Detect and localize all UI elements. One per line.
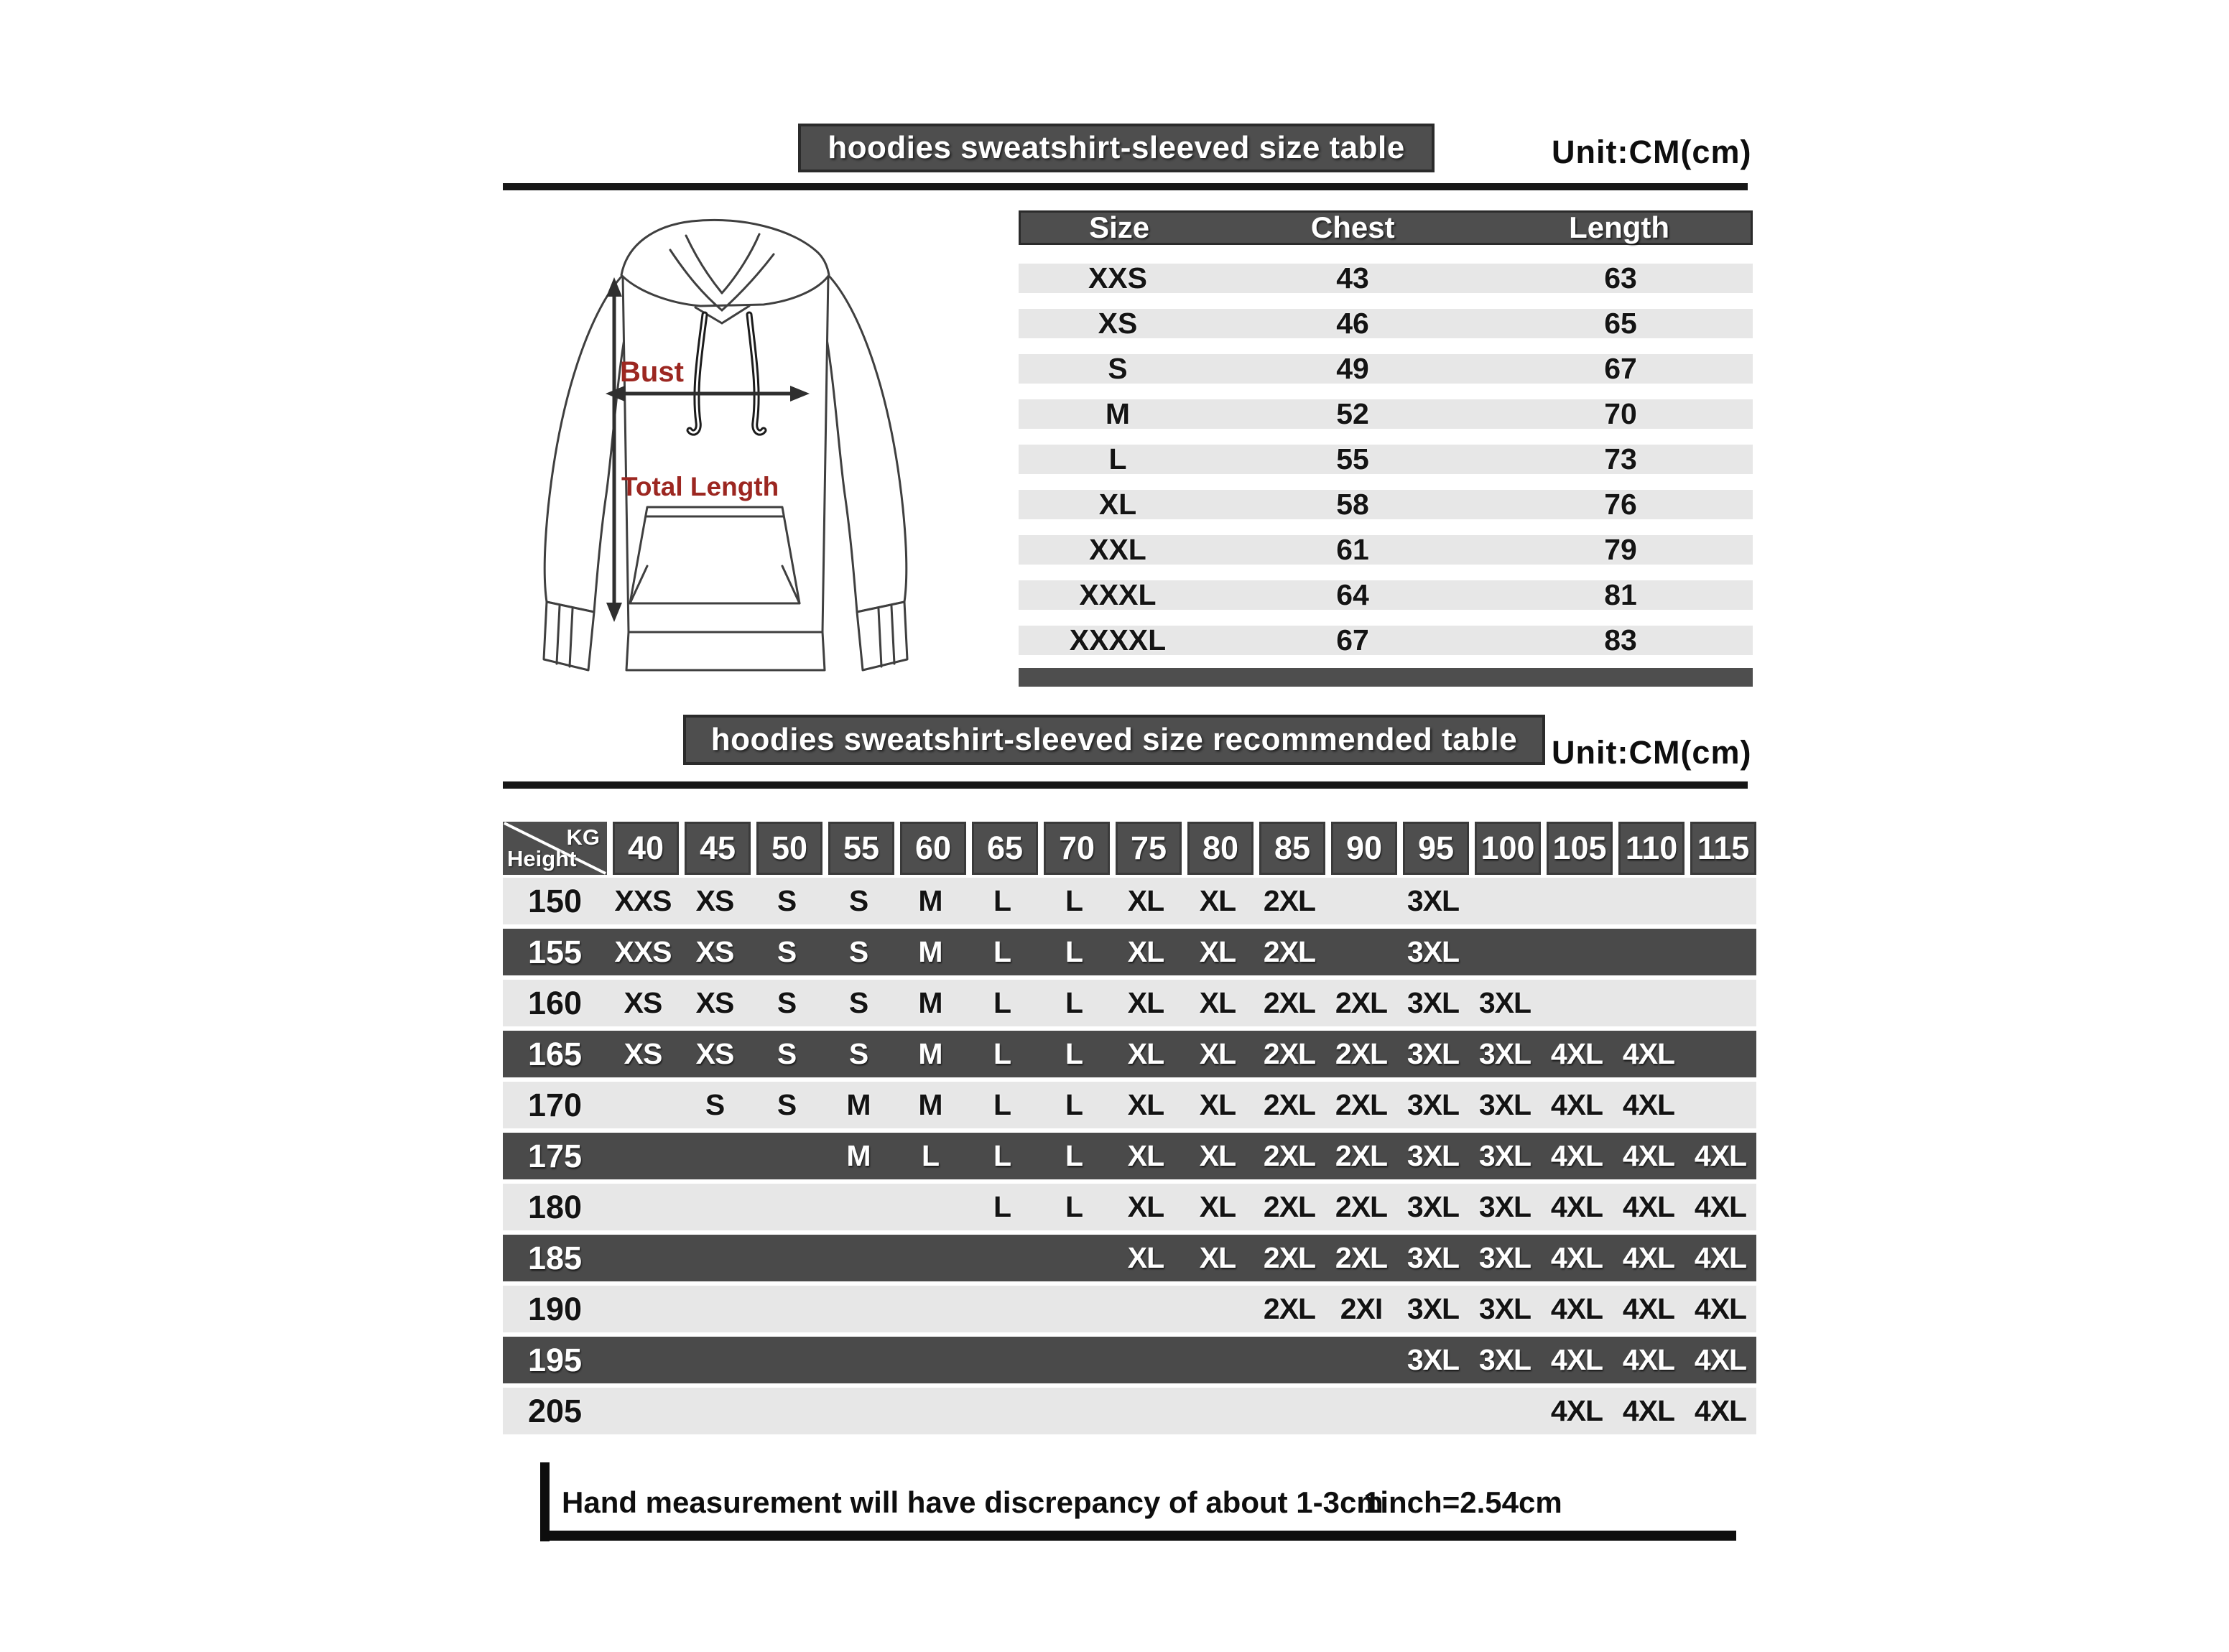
matrix-cell: L — [1065, 1139, 1083, 1172]
matrix-cell: 3XL — [1407, 1088, 1460, 1121]
size-table-row — [1019, 261, 1753, 294]
matrix-cell: 4XL — [1694, 1241, 1747, 1274]
matrix-row — [503, 1235, 1756, 1281]
matrix-cell: 3XL — [1407, 1139, 1460, 1172]
matrix-row — [503, 1184, 1756, 1230]
matrix-corner-cell — [503, 822, 607, 875]
matrix-cell: 3XL — [1478, 1343, 1531, 1376]
matrix-row — [503, 980, 1756, 1026]
matrix-row — [503, 1031, 1756, 1077]
matrix-row — [503, 1133, 1756, 1179]
recommendation-matrix — [503, 822, 1756, 1439]
matrix-cell: L — [993, 1190, 1011, 1223]
height-label-cell: 160 — [527, 984, 583, 1021]
size-table-row — [1019, 442, 1753, 475]
matrix-cell: M — [918, 935, 942, 968]
weight-header-cell: 40 — [613, 822, 679, 875]
matrix-row — [503, 929, 1756, 975]
matrix-cell: XL — [1127, 1190, 1164, 1223]
matrix-row — [503, 878, 1756, 924]
size-table-cell: 49 — [1336, 352, 1369, 385]
size-table-rows — [1019, 261, 1753, 656]
size-table-cell: 79 — [1604, 533, 1637, 566]
right-sleeve — [822, 275, 907, 612]
chest-column-header: Chest — [1310, 210, 1395, 244]
matrix-cell: 3XL — [1478, 1292, 1531, 1325]
matrix-cell: 3XL — [1407, 1241, 1460, 1274]
matrix-cell: XL — [1127, 935, 1164, 968]
matrix-cell: 4XL — [1550, 1139, 1603, 1172]
size-table-cell: 52 — [1336, 397, 1369, 430]
matrix-cell: L — [1065, 1088, 1083, 1121]
weight-header-cell: 85 — [1259, 822, 1325, 875]
matrix-cell: L — [993, 1139, 1011, 1172]
matrix-cell: 3XL — [1478, 1190, 1531, 1223]
weight-header-cell: 105 — [1547, 822, 1613, 875]
matrix-cell: S — [777, 1088, 797, 1121]
matrix-cell: 3XL — [1478, 1241, 1531, 1274]
matrix-cell: 4XL — [1550, 1343, 1603, 1376]
matrix-cell: S — [777, 986, 797, 1019]
matrix-row — [503, 1337, 1756, 1383]
matrix-cell: 2XL — [1263, 1037, 1316, 1070]
weight-header-cell: 65 — [972, 822, 1038, 875]
matrix-cell: 2XL — [1335, 1241, 1388, 1274]
matrix-cell: 4XL — [1622, 1139, 1675, 1172]
matrix-cell: S — [848, 884, 868, 917]
hoodie-diagram — [514, 207, 937, 702]
weight-header-cell: 75 — [1116, 822, 1182, 875]
size-table-cell: XXXL — [1079, 578, 1157, 611]
matrix-row — [503, 1082, 1756, 1128]
size-table-cell: XXL — [1089, 533, 1146, 566]
size-table-cell: L — [1108, 442, 1127, 475]
corner-height-label: Height — [507, 846, 577, 871]
height-label-cell: 195 — [527, 1341, 583, 1378]
matrix-cell: L — [993, 986, 1011, 1019]
height-label-cell: 175 — [527, 1137, 583, 1174]
hem-band — [626, 632, 825, 670]
matrix-cell: 4XL — [1550, 1394, 1603, 1427]
matrix-cell: XL — [1199, 1088, 1236, 1121]
divider-middle — [503, 781, 1748, 789]
matrix-cell: L — [993, 1037, 1011, 1070]
matrix-cell: XL — [1127, 986, 1164, 1019]
matrix-cell: 4XL — [1694, 1292, 1747, 1325]
weight-header-cell: 100 — [1475, 822, 1541, 875]
kangaroo-pocket — [630, 507, 800, 603]
matrix-cell: XS — [624, 986, 662, 1019]
size-table-cell: 73 — [1604, 442, 1637, 475]
height-label-cell: 150 — [527, 882, 583, 919]
size-table-row — [1019, 623, 1753, 656]
matrix-cell: 2XL — [1335, 1139, 1388, 1172]
height-label-cell: 165 — [527, 1035, 583, 1072]
size-table-cell: XXXXL — [1069, 623, 1167, 656]
matrix-cell: L — [1065, 1037, 1083, 1070]
size-table-row — [1019, 309, 1753, 338]
matrix-cell: XS — [695, 935, 734, 968]
size-table-cell: XS — [1098, 307, 1138, 340]
matrix-cell: XS — [695, 1037, 734, 1070]
height-label-cell: 170 — [527, 1086, 583, 1123]
weight-header-cell: 115 — [1690, 822, 1756, 875]
matrix-cell: XL — [1199, 935, 1236, 968]
matrix-cell: 2XL — [1263, 1241, 1316, 1274]
size-table-cell: 67 — [1336, 623, 1369, 656]
matrix-cell: 4XL — [1622, 1343, 1675, 1376]
matrix-cell: XL — [1199, 986, 1236, 1019]
size-table-cell: 46 — [1336, 307, 1369, 340]
size-table-cell: XXS — [1088, 261, 1147, 294]
size-table-cell: 58 — [1336, 488, 1369, 521]
matrix-cell: S — [777, 884, 797, 917]
matrix-cell: 4XL — [1622, 1394, 1675, 1427]
matrix-cell: L — [993, 884, 1011, 917]
matrix-cell: XS — [624, 1037, 662, 1070]
matrix-cell: 2XL — [1335, 1088, 1388, 1121]
size-column-header: Size — [1089, 210, 1150, 244]
matrix-cell: 2XL — [1335, 986, 1388, 1019]
matrix-cell: S — [848, 935, 868, 968]
footer-underline — [540, 1531, 1736, 1541]
matrix-cell: XXS — [614, 884, 672, 917]
matrix-cell: S — [705, 1088, 725, 1121]
size-table-cell: S — [1108, 352, 1128, 385]
divider-top — [503, 183, 1748, 190]
matrix-cell: 2XL — [1263, 1139, 1316, 1172]
size-table-title: hoodies sweatshirt-sleeved size table — [828, 130, 1405, 165]
matrix-cell: 4XL — [1622, 1190, 1675, 1223]
weight-header-cell: 70 — [1044, 822, 1110, 875]
matrix-cell: XS — [695, 986, 734, 1019]
size-table-row — [1019, 580, 1753, 610]
height-label-cell: 205 — [527, 1392, 583, 1429]
matrix-cell: 2XL — [1263, 884, 1316, 917]
matrix-cell: 4XL — [1622, 1088, 1675, 1121]
matrix-rows — [503, 878, 1756, 1434]
matrix-cell: 2XI — [1340, 1292, 1383, 1325]
hood — [621, 220, 829, 306]
matrix-cell: M — [918, 986, 942, 1019]
size-table-cell: XL — [1098, 488, 1137, 521]
matrix-cell: 3XL — [1407, 1190, 1460, 1223]
matrix-cell: L — [1065, 935, 1083, 968]
matrix-cell: 3XL — [1407, 1343, 1460, 1376]
matrix-cell: M — [846, 1139, 871, 1172]
weight-header-cell: 80 — [1187, 822, 1253, 875]
matrix-cell: 4XL — [1694, 1190, 1747, 1223]
matrix-cell: XS — [695, 884, 734, 917]
matrix-cell: 4XL — [1550, 1190, 1603, 1223]
matrix-row — [503, 1388, 1756, 1434]
weight-header-cell: 95 — [1403, 822, 1469, 875]
matrix-cell: XL — [1199, 1139, 1236, 1172]
matrix-cell: L — [1065, 1190, 1083, 1223]
matrix-cell: 2XL — [1263, 1292, 1316, 1325]
size-table-cell: 64 — [1336, 578, 1369, 611]
matrix-cell: XL — [1127, 1037, 1164, 1070]
size-table-title-bar — [798, 124, 1435, 172]
size-table-cell: 65 — [1604, 307, 1637, 340]
matrix-cell: 3XL — [1478, 986, 1531, 1019]
matrix-cell: 3XL — [1478, 1088, 1531, 1121]
size-table-row — [1019, 490, 1753, 519]
weight-header-cell: 110 — [1618, 822, 1685, 875]
matrix-cell: M — [918, 1088, 942, 1121]
size-table-row — [1019, 354, 1753, 384]
size-table-cell: 61 — [1336, 533, 1369, 566]
size-table-cell: 55 — [1336, 442, 1369, 475]
bust-label: Bust — [620, 356, 684, 388]
height-label-cell: 190 — [527, 1290, 583, 1327]
matrix-row — [503, 1286, 1756, 1332]
matrix-cell: 3XL — [1407, 986, 1460, 1019]
matrix-cell: L — [993, 1088, 1011, 1121]
matrix-cell: S — [777, 1037, 797, 1070]
matrix-cell: 2XL — [1263, 935, 1316, 968]
matrix-cell: 3XL — [1407, 1037, 1460, 1070]
corner-kg-label: KG — [566, 825, 600, 850]
size-table-header — [1019, 210, 1753, 245]
matrix-cell: M — [918, 1037, 942, 1070]
measurement-note: Hand measurement will have discrepancy of about 1-3cm — [562, 1485, 1384, 1519]
height-label-cell: 180 — [527, 1188, 583, 1225]
matrix-cell: XL — [1127, 884, 1164, 917]
matrix-cell: XL — [1127, 1088, 1164, 1121]
matrix-cell: 3XL — [1478, 1037, 1531, 1070]
matrix-cell: 3XL — [1407, 935, 1460, 968]
matrix-cell: 2XL — [1335, 1190, 1388, 1223]
matrix-cell: L — [1065, 884, 1083, 917]
weight-header-cell: 55 — [828, 822, 894, 875]
unit-label-bottom: Unit:CM(cm) — [1552, 734, 1752, 771]
size-table-cell: 67 — [1604, 352, 1637, 385]
size-table-bottom-bar — [1019, 668, 1753, 687]
length-column-header: Length — [1569, 210, 1670, 244]
matrix-cell: 4XL — [1622, 1241, 1675, 1274]
weight-header-cell: 50 — [756, 822, 822, 875]
recommended-table-title-bar — [683, 715, 1545, 765]
matrix-cell: 4XL — [1550, 1292, 1603, 1325]
matrix-cell: M — [846, 1088, 871, 1121]
matrix-cell: S — [848, 986, 868, 1019]
matrix-cell: M — [918, 884, 942, 917]
matrix-cell: 3XL — [1478, 1139, 1531, 1172]
matrix-cell: 3XL — [1407, 884, 1460, 917]
size-table-cell: 43 — [1336, 261, 1369, 294]
size-table-cell: 81 — [1604, 578, 1637, 611]
matrix-cell: 4XL — [1694, 1139, 1747, 1172]
matrix-cell: XXS — [614, 935, 672, 968]
matrix-cell: XL — [1199, 1190, 1236, 1223]
matrix-cell: 4XL — [1622, 1292, 1675, 1325]
height-label-cell: 185 — [527, 1239, 583, 1276]
matrix-cell: 4XL — [1694, 1394, 1747, 1427]
footer-left-bar — [540, 1462, 550, 1541]
size-table-row — [1019, 399, 1753, 429]
weight-header-cell: 60 — [900, 822, 966, 875]
size-table-cell: 70 — [1604, 397, 1637, 430]
matrix-cell: XL — [1199, 1037, 1236, 1070]
matrix-cell: XL — [1127, 1241, 1164, 1274]
matrix-cell: 2XL — [1263, 986, 1316, 1019]
size-table — [1019, 210, 1753, 687]
matrix-cell: 4XL — [1550, 1241, 1603, 1274]
matrix-cell: XL — [1199, 884, 1236, 917]
matrix-cell: S — [848, 1037, 868, 1070]
unit-label-top: Unit:CM(cm) — [1552, 134, 1752, 170]
size-table-cell: 83 — [1604, 623, 1637, 656]
height-label-cell: 155 — [527, 933, 583, 970]
matrix-cell: S — [777, 935, 797, 968]
total-length-label: Total Length — [621, 472, 779, 501]
size-table-cell: M — [1105, 397, 1131, 430]
matrix-cell: 4XL — [1694, 1343, 1747, 1376]
matrix-cell: XL — [1199, 1241, 1236, 1274]
matrix-cell: 4XL — [1622, 1037, 1675, 1070]
matrix-cell: 2XL — [1335, 1037, 1388, 1070]
matrix-cell: 4XL — [1550, 1088, 1603, 1121]
matrix-cell: 4XL — [1550, 1037, 1603, 1070]
size-table-cell: 76 — [1604, 488, 1637, 521]
matrix-cell: 2XL — [1263, 1190, 1316, 1223]
matrix-cell: L — [1065, 986, 1083, 1019]
matrix-cell: 2XL — [1263, 1088, 1316, 1121]
matrix-cell: L — [921, 1139, 940, 1172]
recommended-table-title: hoodies sweatshirt-sleeved size recommended table — [710, 722, 1518, 757]
size-table-cell: 63 — [1604, 261, 1637, 294]
matrix-cell: 3XL — [1407, 1292, 1460, 1325]
inch-conversion-note: 1inch=2.54cm — [1363, 1485, 1562, 1519]
matrix-cell: L — [993, 935, 1011, 968]
weight-header-cell: 90 — [1331, 822, 1397, 875]
weight-header-cell: 45 — [685, 822, 751, 875]
matrix-cell: XL — [1127, 1139, 1164, 1172]
size-table-row — [1019, 535, 1753, 565]
matrix-header-row — [503, 822, 1756, 875]
